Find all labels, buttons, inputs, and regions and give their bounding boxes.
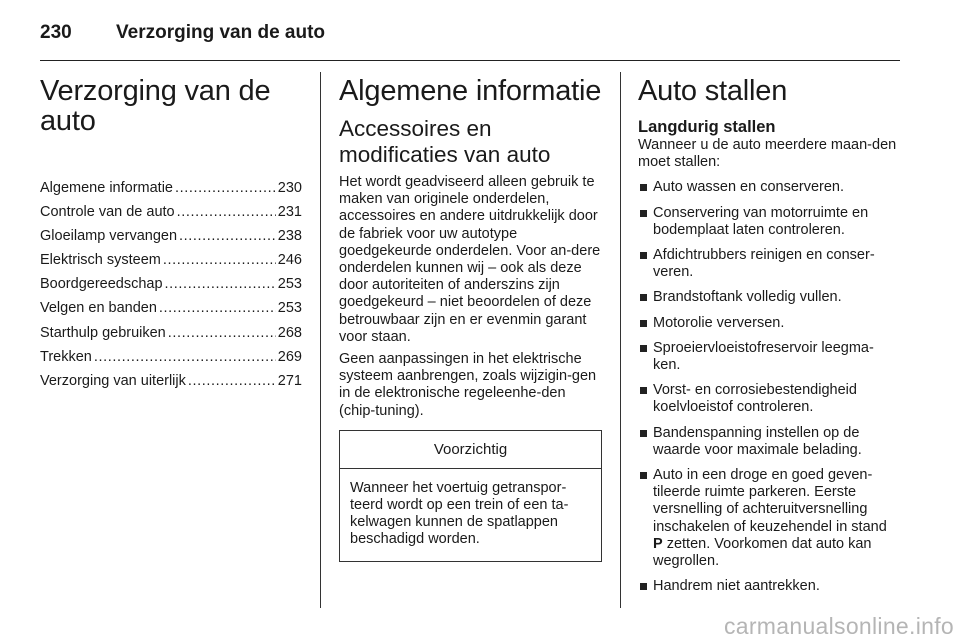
square-bullet-icon — [640, 184, 647, 191]
column-divider-left — [320, 72, 321, 608]
toc-entry-title: Boordgereedschap — [40, 276, 163, 293]
square-bullet-icon — [640, 210, 647, 217]
caution-text: Wanneer het voertuig getranspor-teerd wordt op een trein of een ta-kelwagen kunnen de spatlappen beschadigd worden. — [350, 479, 569, 548]
toc-entry-title: Algemene informatie — [40, 180, 173, 196]
toc-entry-verzorging-van-uiterlijk[interactable] — [40, 373, 302, 390]
watermark: carmanualsonline.info — [723, 613, 954, 639]
page-number: 230 — [40, 22, 72, 43]
gear-position-p: P — [653, 535, 663, 552]
list-item: Brandstoftank volledig vullen. — [638, 289, 900, 306]
toc-entry-page: 269 — [277, 348, 302, 365]
list-item: Bandenspanning instellen op de waarde voor maximale belading. — [638, 425, 900, 459]
paragraph-original-parts: Het wordt geadviseerd alleen gebruik te maken van originele onderdelen, accessoires en andere uitdrukkelijk door de fabriek voor uw autotype goedgekeurde onderdelen. Voor an-dere onderdelen kunnen wij – ook als deze door autoriteiten of anderszins zijn goedgekeurd – niet beoordelen of deze betrouwbaar zijn en er evenmin garant voor staan. — [339, 174, 601, 345]
toc-entry-title: Gloeilamp vervangen — [40, 228, 178, 245]
toc-column — [40, 76, 302, 397]
toc-entry-gloeilamp-vervangen[interactable] — [40, 228, 302, 245]
toc-entry-title: Elektrisch systeem — [40, 252, 161, 269]
toc-entry-title: Trekken — [40, 348, 92, 365]
list-item: Sproeiervloeistofreservoir leegma-ken. — [638, 340, 900, 374]
toc-entry-page: 230 — [277, 180, 302, 196]
square-bullet-icon — [640, 583, 647, 590]
header-rule — [40, 60, 900, 61]
toc-entry-elektrisch-systeem[interactable] — [40, 252, 302, 269]
section-heading-storage: Auto stallen — [638, 75, 788, 107]
column-divider-right — [620, 72, 621, 608]
chapter-title: Verzorging van de auto — [40, 75, 271, 137]
toc-entry-page: 271 — [277, 372, 302, 389]
square-bullet-icon — [640, 387, 647, 394]
square-bullet-icon — [640, 472, 647, 479]
list-item: Motorolie verversen. — [638, 315, 900, 332]
list-item: Handrem niet aantrekken. — [638, 578, 900, 595]
toc-entry-trekken[interactable] — [40, 349, 302, 366]
list-item-park: Auto in een droge en goed geven-tileerde ruimte parkeren. Eerste versnelling of achteruitversnelling inschakelen of keuzehendel in stand P zetten. Voorkomen dat auto kan wegrollen. — [638, 467, 900, 570]
caution-title: Voorzichtig — [340, 431, 601, 469]
toc-entry-algemene-informatie[interactable] — [40, 180, 302, 197]
section-heading-general: Algemene informatie — [339, 75, 602, 107]
toc-entry-page: 253 — [277, 276, 302, 293]
square-bullet-icon — [640, 294, 647, 301]
running-title: Verzorging van de auto — [116, 22, 326, 43]
general-info-column — [339, 76, 604, 562]
toc-entry-page: 268 — [277, 324, 302, 341]
toc-list — [40, 180, 302, 390]
toc-entry-page: 246 — [277, 252, 302, 269]
list-item: Afdichtrubbers reinigen en conser-veren. — [638, 247, 900, 281]
square-bullet-icon — [640, 430, 647, 437]
square-bullet-icon — [640, 345, 647, 352]
page-header — [40, 22, 325, 44]
toc-entry-title: Controle van de auto — [40, 204, 175, 221]
subsection-heading-accessories: Accessoires en modificaties van auto — [339, 116, 551, 167]
storage-column — [638, 76, 900, 603]
toc-entry-velgen-en-banden[interactable] — [40, 300, 302, 317]
toc-entry-title: Verzorging van uiterlijk — [40, 372, 186, 389]
toc-entry-title: Velgen en banden — [40, 300, 157, 317]
square-bullet-icon — [640, 320, 647, 327]
paragraph-electrical-changes: Geen aanpassingen in het elektrische systeem aanbrengen, zoals wijzigin-gen in de elektronische regeleenhe-den (chip-tuning). — [339, 351, 597, 419]
list-item: Vorst- en corrosiebestendigheid koelvloeistof controleren. — [638, 382, 900, 416]
toc-entry-starthulp-gebruiken[interactable] — [40, 325, 302, 342]
caution-box — [339, 430, 602, 562]
toc-entry-controle-van-de-auto[interactable] — [40, 204, 302, 221]
storage-intro: Wanneer u de auto meerdere maan-den moet stallen: — [638, 137, 897, 171]
subsection-heading-long-term: Langdurig stallen — [638, 118, 776, 136]
toc-entry-title: Starthulp gebruiken — [40, 324, 166, 341]
storage-checklist — [638, 179, 900, 595]
list-item: Auto wassen en conserveren. — [638, 179, 900, 196]
toc-entry-page: 231 — [277, 204, 302, 221]
square-bullet-icon — [640, 252, 647, 259]
list-item: Conservering van motorruimte en bodemplaat laten controleren. — [638, 205, 900, 239]
toc-entry-page: 238 — [277, 228, 302, 245]
toc-entry-page: 253 — [277, 300, 302, 317]
toc-entry-boordgereedschap[interactable] — [40, 276, 302, 293]
